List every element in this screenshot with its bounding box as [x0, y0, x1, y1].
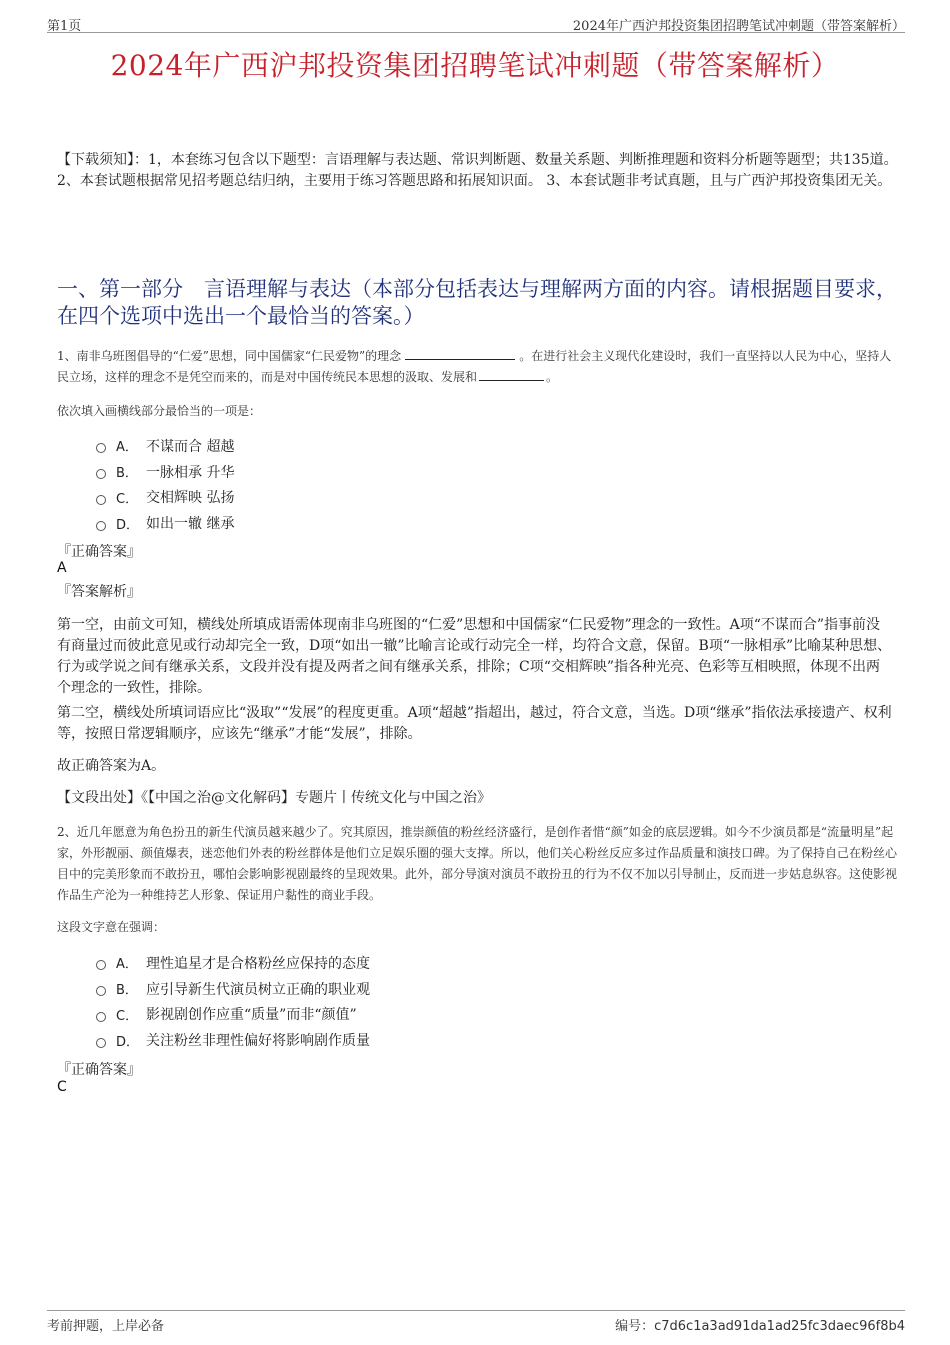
radio-icon[interactable] [96, 986, 106, 996]
option-d[interactable]: D． 关注粉丝非理性偏好将影响剧作质量 [96, 1027, 370, 1053]
correct-answer: C [57, 1079, 67, 1095]
radio-icon[interactable] [96, 469, 106, 479]
radio-icon[interactable] [96, 960, 106, 970]
option-a[interactable]: A． 理性追星才是合格粉丝应保持的态度 [96, 950, 370, 976]
header-doc-title: 2024年广西沪邦投资集团招聘笔试冲刺题（带答案解析） [572, 19, 905, 34]
source-citation: 【文段出处】《【中国之治@文化解码】专题片丨传统文化与中国之治》 [57, 790, 491, 806]
correct-answer-label: 『正确答案』 [57, 544, 141, 560]
radio-icon[interactable] [96, 1012, 106, 1022]
analysis-paragraph-1: 第一空，由前文可知，横线处所填成语需体现南非乌班图的“仁爱”思想和中国儒家“仁民爱物”理念的一致性。A项“不谋而合”指事前没有商量过而彼此意见或行动却完全一致，D项“如出一辙”比喻言论或行动完全一样，均符合文意，保留。B项“一脉相承”比喻某种思想、行为或学说之间有继承关系，文段并没有提及两者之间有继承关系，排除；C项“交相辉映”指各种光亮、色彩等互相映照，体现不出两个理念的一致性，排除。 [57, 617, 892, 696]
section-heading: 一、第一部分 言语理解与表达（本部分包括表达与理解两方面的内容。请根据题目要求，在四个选项中选出一个最恰当的答案。） [57, 277, 897, 328]
question-2-text: 2、近几年愿意为角色扮丑的新生代演员越来越少了。究其原因，推崇颜值的粉丝经济盛行，是创作者惜“颜”如金的底层逻辑。如今不少演员都是“流量明星”起家，外形靓丽、颜值爆表，迷恋他们外表的粉丝群体是他们立足娱乐圈的强大支撑。所以，他们关心粉丝反应多过作品质量和演技口碑。为了保持自己在粉丝心目中的完美形象而不敢扮丑，哪怕会影响影视剧最终的呈现效果。此外，部分导演对演员不敢扮丑的行为不仅不加以引导制止，反而进一步姑息纵容。这使影视作品生产沦为一种维持艺人形象、保证用户黏性的商业手段。 [57, 825, 898, 902]
footer-slogan: 考前押题，上岸必备 [47, 1319, 165, 1334]
page-number: 第1页 [47, 19, 82, 34]
option-d[interactable]: D． 如出一辙 继承 [96, 510, 234, 536]
radio-icon[interactable] [96, 521, 106, 531]
correct-answer-label: 『正确答案』 [57, 1062, 141, 1078]
option-b[interactable]: B． 一脉相承 升华 [96, 459, 234, 485]
download-notice: 【下载须知】：1，本套练习包含以下题型：言语理解与表达题、常识判断题、数量关系题、判断推理题和资料分析题等题型；共135道。 2、本套试题根据常见招考题总结归纳，主要用于练习答题思路和拓展知识面。 3、本套试题非考试真题，且与广西沪邦投资集团无关。 [57, 152, 898, 189]
answer-blank-1 [405, 347, 515, 360]
analysis-conclusion: 故正确答案为A。 [57, 758, 166, 774]
correct-answer: A [57, 560, 67, 576]
question-1-options [96, 433, 234, 536]
option-c[interactable]: C． 交相辉映 弘扬 [96, 485, 234, 511]
page-footer [47, 1310, 905, 1334]
radio-icon[interactable] [96, 443, 106, 453]
option-c[interactable]: C． 影视剧创作应重“质量”而非“颜值” [96, 1002, 370, 1028]
option-a[interactable]: A． 不谋而合 超越 [96, 433, 234, 459]
option-b[interactable]: B． 应引导新生代演员树立正确的职业观 [96, 976, 370, 1002]
page-header [47, 14, 905, 33]
question-2-prompt: 这段文字意在强调： [57, 920, 166, 934]
analysis-label: 『答案解析』 [57, 584, 141, 600]
analysis-paragraph-2: 第二空，横线处所填词语应比“汲取”“发展”的程度更重。A项“超越”指超出，越过，符合文意，当选。D项“继承”指依法承接遗产、权利等，按照日常逻辑顺序，应该先“继承”才能“发展”，排除。 [57, 705, 892, 742]
question-1-text: 1、南非乌班图倡导的“仁爱”思想，同中国儒家“仁民爱物”的理念 。在进行社会主义现代化建设时，我们一直坚持以人民为中心，坚持人民立场，这样的理念不是凭空而来的，而是对中国传统民本思想的汲取、发展和 。 [57, 349, 892, 384]
document-code: 编号：c7d6c1a3ad91da1ad25fc3daec96f8b4 [615, 1319, 905, 1334]
radio-icon[interactable] [96, 495, 106, 505]
question-2-options [96, 950, 370, 1053]
answer-blank-2 [479, 368, 544, 381]
document-title: 2024年广西沪邦投资集团招聘笔试冲刺题（带答案解析） [110, 49, 840, 82]
radio-icon[interactable] [96, 1038, 106, 1048]
question-1-prompt: 依次填入画横线部分最恰当的一项是： [57, 404, 262, 418]
